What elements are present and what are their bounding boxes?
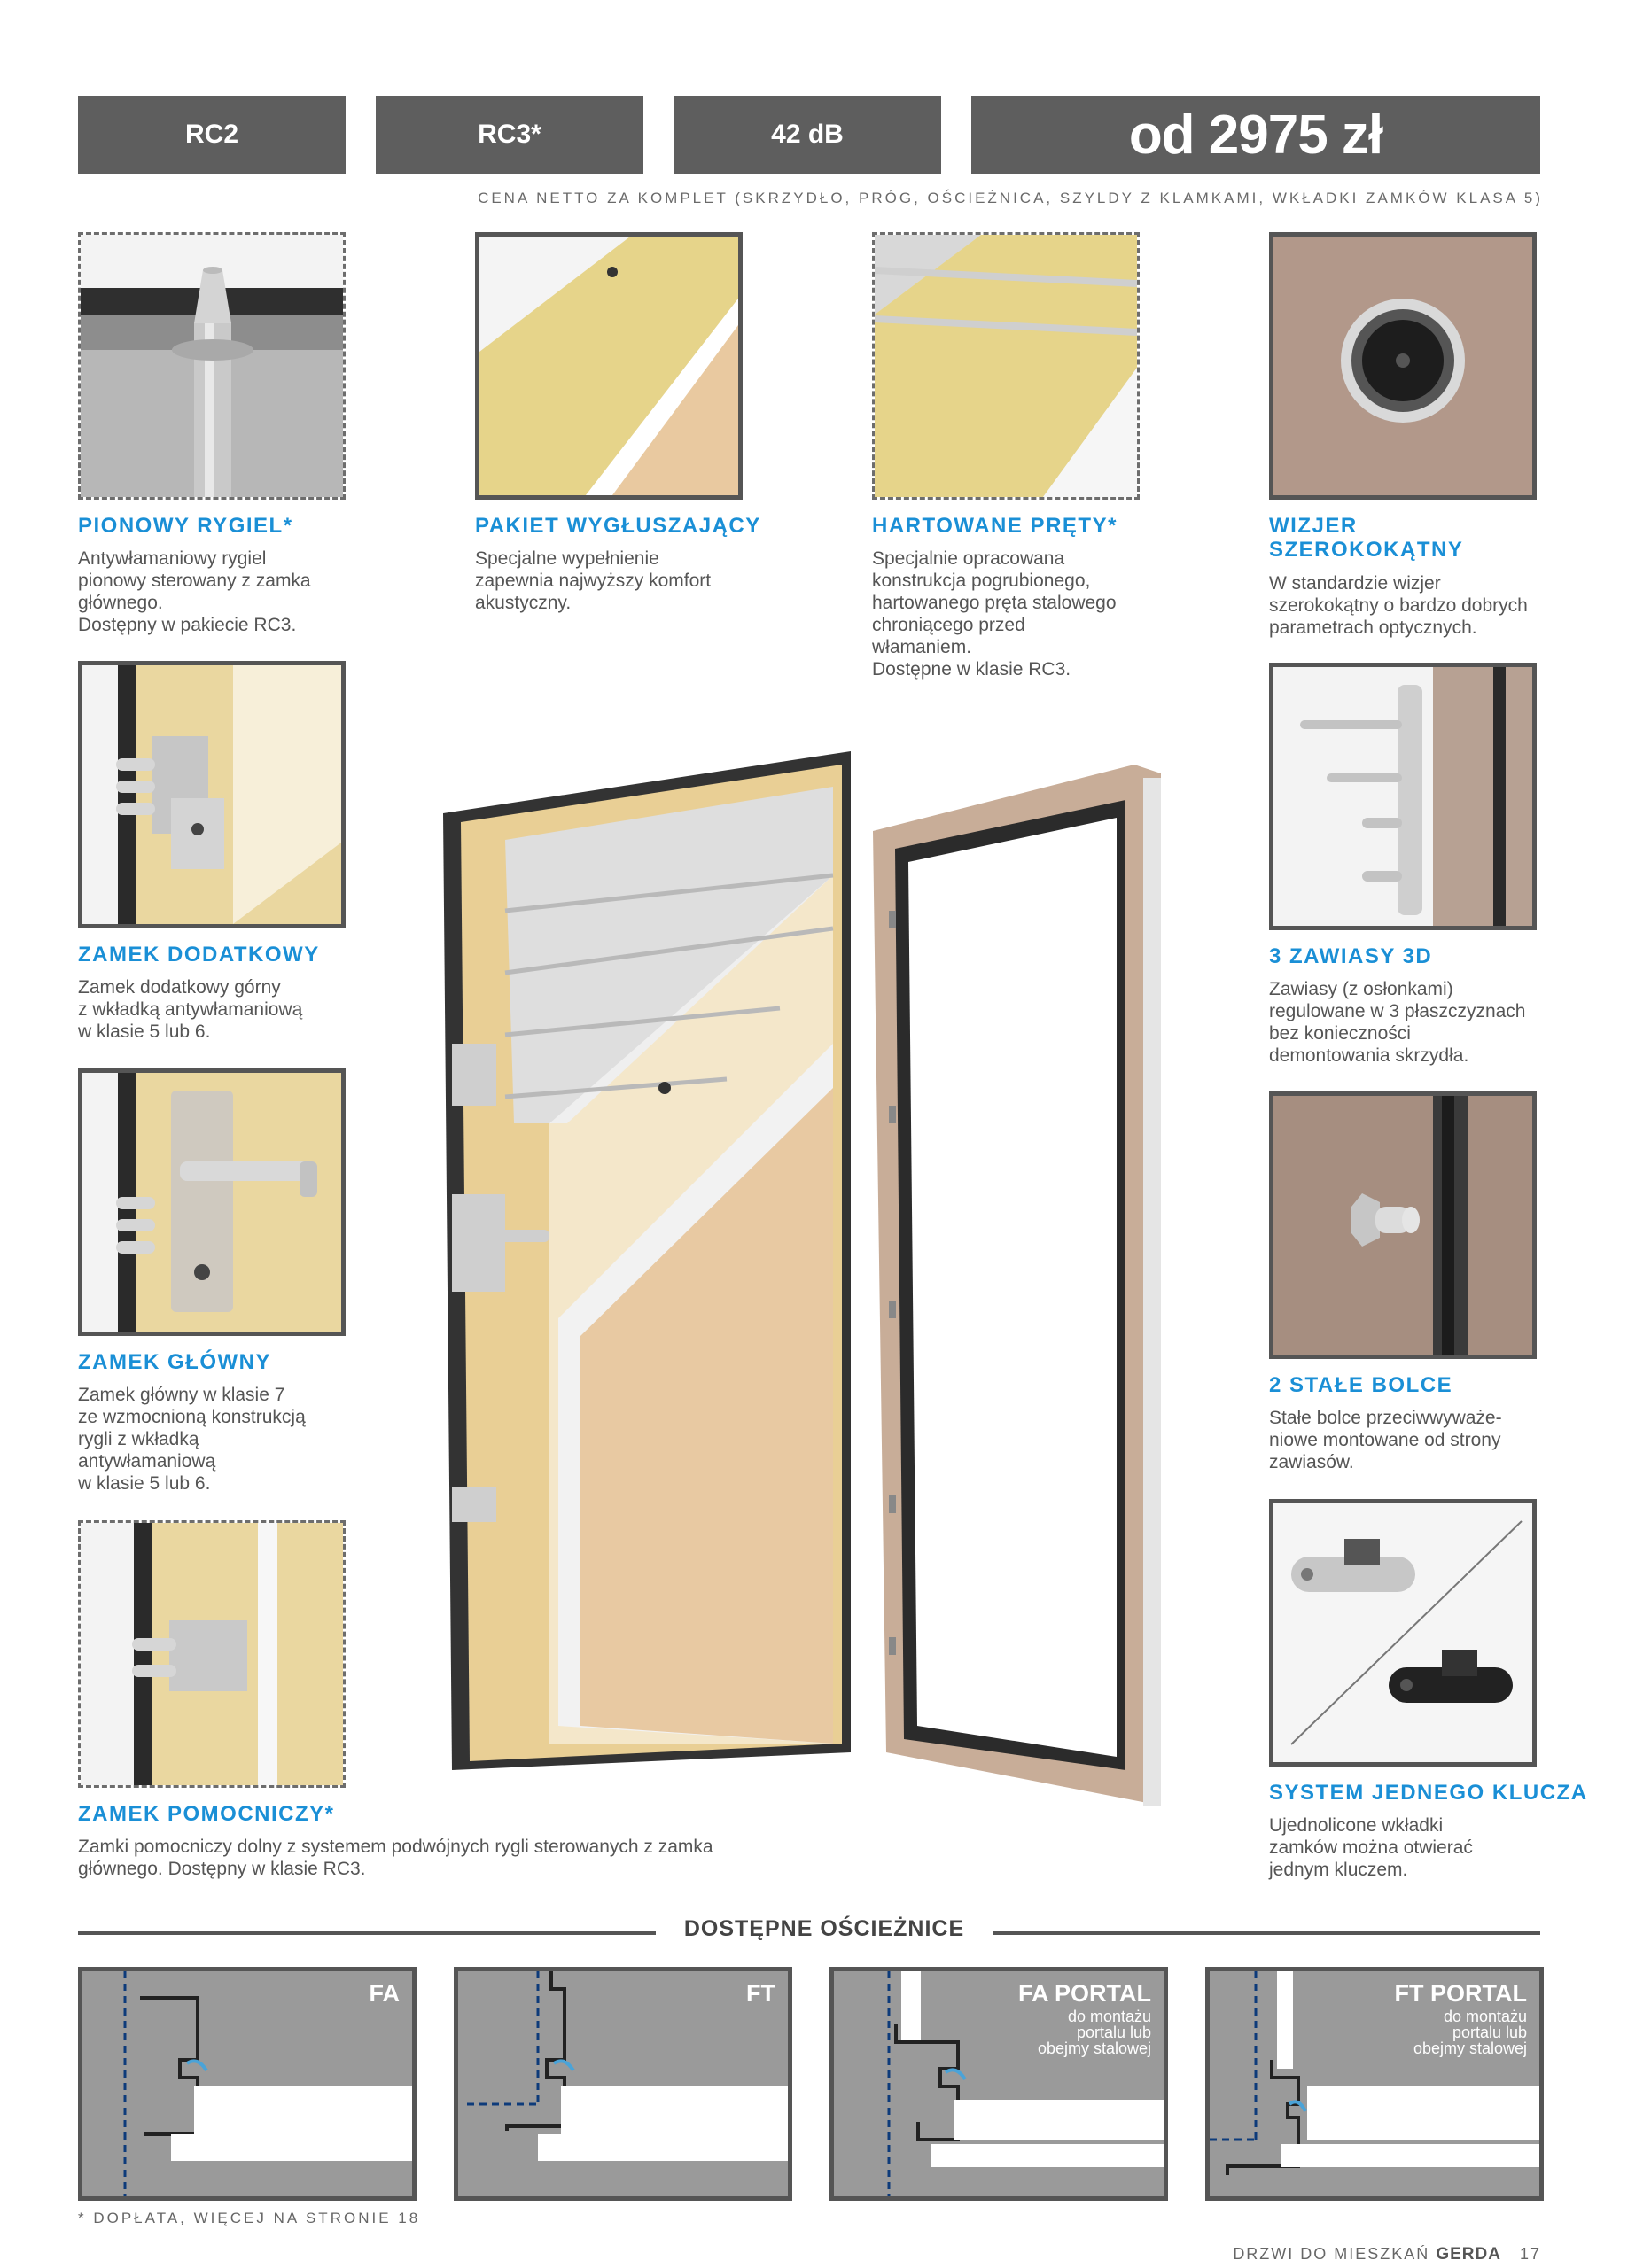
desc-bolce: Stałe bolce przeciwwyważe- niowe montowane od strony zawiasów. xyxy=(1269,1408,1502,1472)
frame-ft-portal xyxy=(1205,1967,1544,2201)
main-lock-image xyxy=(82,1073,341,1332)
tile-bolce xyxy=(1269,1091,1537,1359)
title-pionowy-rygiel: PIONOWY RYGIEL* xyxy=(78,514,293,538)
door-peephole xyxy=(658,1082,671,1094)
frame-fa-portal-note: do montażu portalu lub obejmy stalowej xyxy=(1037,2008,1151,2057)
door-handle xyxy=(496,1230,549,1242)
desc-hartowane-prety: Specjalnie opracowana konstrukcja pogrubionego, hartowanego pręta stalowego chroniącego przed włamaniem. Dostępne w klasie RC3. xyxy=(872,548,1117,680)
frame-ft xyxy=(454,1967,792,2201)
tile-zamek-pomocniczy xyxy=(78,1520,346,1788)
frame-fa xyxy=(78,1967,417,2201)
vertical-bolt-image xyxy=(81,235,343,497)
insulation-layer-image xyxy=(479,237,738,495)
desc-pionowy-rygiel: Antywłamaniowy rygiel pionowy sterowany z zamka głównego. Dostępny w pakiecie RC3. xyxy=(78,548,311,635)
tile-zamek-glowny xyxy=(78,1068,346,1336)
desc-zamek-dodatkowy: Zamek dodatkowy górny z wkładką antywłamaniową w klasie 5 lub 6. xyxy=(78,977,303,1042)
frame-ft-label: FT xyxy=(746,1980,775,2007)
hardened-rods-image xyxy=(875,235,1137,497)
footnote: * DOPŁATA, WIĘCEJ NA STRONIE 18 xyxy=(78,2210,421,2226)
title-zawiasy: 3 ZAWIASY 3D xyxy=(1269,944,1433,968)
badge-42db: 42 dB xyxy=(674,96,941,174)
frame-ft-profile xyxy=(458,1971,788,2196)
frame-fa-portal-label: FA PORTAL xyxy=(1018,1980,1151,2007)
tile-pionowy-rygiel xyxy=(78,232,346,500)
section-title-frames: DOSTĘPNE OŚCIEŻNICE xyxy=(683,1916,965,1941)
tile-zawiasy xyxy=(1269,663,1537,930)
peephole-image xyxy=(1273,237,1532,495)
desc-zamek-glowny: Zamek główny w klasie 7 ze wzmocnioną konstrukcją rygli z wkładką antywłamaniową w klasie 5 lub 6. xyxy=(78,1385,306,1494)
title-zamek-pomocniczy: ZAMEK POMOCNICZY* xyxy=(78,1802,335,1826)
title-bolce: 2 STAŁE BOLCE xyxy=(1269,1373,1453,1397)
section-divider-left xyxy=(78,1931,656,1935)
badge-rc3: RC3* xyxy=(376,96,643,174)
frame-ft-portal-label: FT PORTAL xyxy=(1394,1980,1527,2007)
title-pakiet-wygluszajacy: PAKIET WYGŁUSZAJĄCY xyxy=(475,514,761,538)
title-zamek-glowny: ZAMEK GŁÓWNY xyxy=(78,1350,271,1374)
tile-pakiet-wygluszajacy xyxy=(475,232,743,500)
fixed-bolts-image xyxy=(1273,1096,1532,1355)
desc-zawiasy: Zawiasy (z osłonkami) regulowane w 3 płaszczyznach bez konieczności demontowania skrzydła. xyxy=(1269,979,1526,1066)
badge-rc2: RC2 xyxy=(78,96,346,174)
frame-fa-profile xyxy=(82,1971,412,2196)
hinges-image xyxy=(1273,667,1532,926)
price-badge: od 2975 zł xyxy=(971,96,1540,174)
section-divider-right xyxy=(993,1931,1540,1935)
title-system-klucza: SYSTEM JEDNEGO KLUCZA xyxy=(1269,1781,1588,1805)
tile-zamek-dodatkowy xyxy=(78,661,346,928)
door-frame-opening xyxy=(908,818,1117,1757)
door-main-lock xyxy=(452,1194,505,1292)
title-zamek-dodatkowy: ZAMEK DODATKOWY xyxy=(78,943,320,967)
title-wizjer: WIZJER SZEROKOKĄTNY xyxy=(1269,514,1464,562)
desc-system-klucza: Ujednolicone wkładki zamków można otwierać jednym kluczem. xyxy=(1269,1815,1473,1880)
tile-hartowane-prety xyxy=(872,232,1140,500)
brand-logo: GERDA xyxy=(1436,2245,1501,2264)
price-note: CENA NETTO ZA KOMPLET (SKRZYDŁO, PRÓG, OŚCIEŻNICA, SZYLDY Z KLAMKAMI, WKŁADKI ZAMKÓW KLASA 5) xyxy=(478,190,1543,206)
door-illustration xyxy=(425,751,1223,1814)
desc-pakiet-wygluszajacy: Specjalne wypełnienie zapewnia najwyższy komfort akustyczny. xyxy=(475,548,712,613)
page-number: 17 xyxy=(1519,2245,1541,2263)
tile-wizjer xyxy=(1269,232,1537,500)
door-aux-lock xyxy=(452,1487,496,1522)
tile-system-klucza xyxy=(1269,1499,1537,1767)
auxiliary-lock-image xyxy=(81,1523,343,1785)
title-hartowane-prety: HARTOWANE PRĘTY* xyxy=(872,514,1118,538)
page-footer: DRZWI DO MIESZKAŃ GERDA 17 xyxy=(1233,2245,1541,2264)
frame-ft-portal-note: do montażu portalu lub obejmy stalowej xyxy=(1413,2008,1527,2057)
frame-fa-label: FA xyxy=(369,1980,400,2007)
desc-zamek-pomocniczy: Zamki pomocniczy dolny z systemem podwójnych rygli sterowanych z zamka głównego. Dostępny w klasie RC3. xyxy=(78,1837,713,1879)
door-extra-lock xyxy=(452,1044,496,1106)
extra-lock-image xyxy=(82,665,341,924)
frame-fa-portal xyxy=(829,1967,1168,2201)
cylinder-locks-image xyxy=(1273,1503,1532,1762)
desc-wizjer: W standardzie wizjer szerokokątny o bardzo dobrych parametrach optycznych. xyxy=(1269,573,1528,638)
